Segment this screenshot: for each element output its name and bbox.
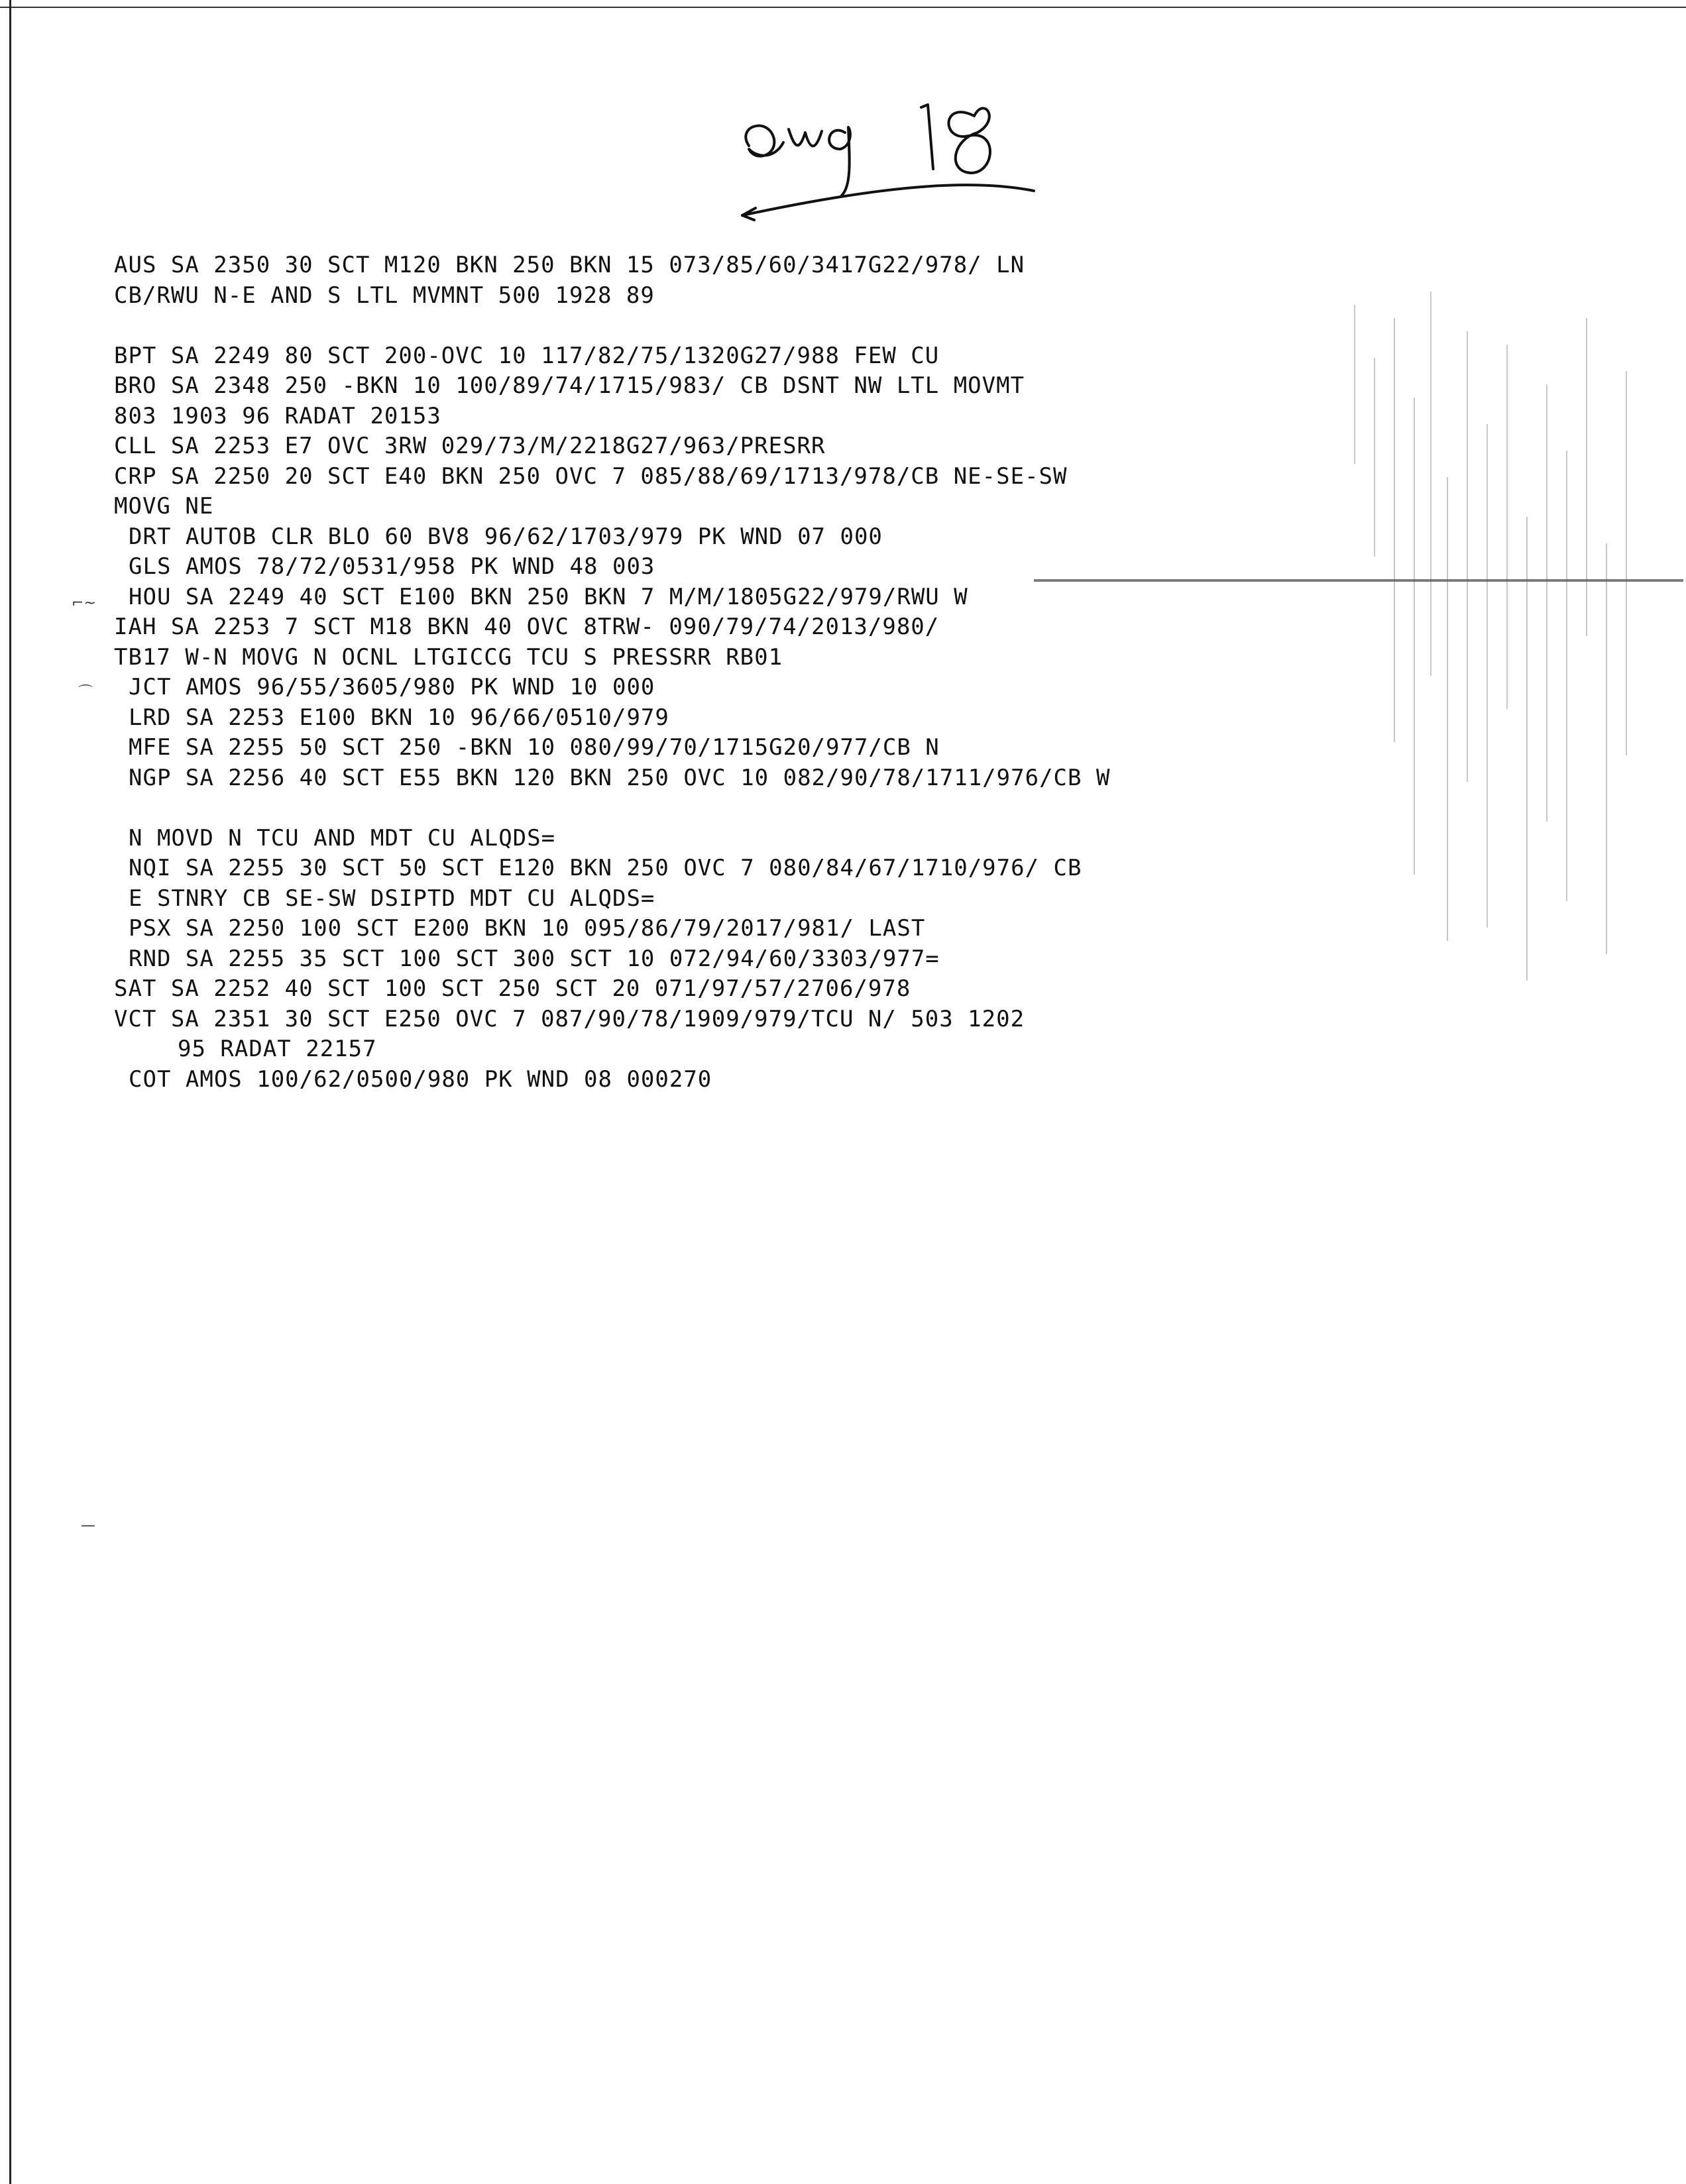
- report-line: MOVG NE: [114, 493, 214, 519]
- stray-mark: ⌐~: [72, 595, 96, 612]
- report-line: [114, 793, 1241, 824]
- report-line: RND SA 2255 35 SCT 100 SCT 300 SCT 10 072/94/60/3303/977=: [129, 945, 940, 972]
- report-line: PSX SA 2250 100 SCT E200 BKN 10 095/86/79/2017/981/ LAST: [129, 915, 926, 942]
- report-line: DRT AUTOB CLR BLO 60 BV8 96/62/1703/979 PK WND 07 000: [129, 523, 883, 550]
- report-line: GLS AMOS 78/72/0531/958 PK WND 48 003: [129, 553, 655, 580]
- report-line: [114, 311, 1241, 341]
- report-line: VCT SA 2351 30 SCT E250 OVC 7 087/90/78/1909/979/TCU N/ 503 1202: [114, 1005, 1025, 1032]
- report-line: MFE SA 2255 50 SCT 250 -BKN 10 080/99/70/1715G20/977/CB N: [129, 734, 940, 761]
- report-line: 95 RADAT 22157: [178, 1036, 377, 1062]
- report-line: CB/RWU N-E AND S LTL MVMNT 500 1928 89: [114, 282, 655, 309]
- scan-left-edge: [0, 0, 11, 2184]
- report-line: COT AMOS 100/62/0500/980 PK WND 08 000270: [129, 1065, 712, 1093]
- stray-mark: —: [81, 1517, 95, 1534]
- report-line: CRP SA 2250 20 SCT E40 BKN 250 OVC 7 085/88/69/1713/978/CB NE-SE-SW: [114, 463, 1068, 490]
- report-line: E STNRY CB SE-SW DSIPTD MDT CU ALQDS=: [129, 885, 655, 912]
- report-line: HOU SA 2249 40 SCT E100 BKN 250 BKN 7 M/M/1805G22/979/RWU W: [129, 583, 968, 610]
- report-line: BRO SA 2348 250 -BKN 10 100/89/74/1715/983/ CB DSNT NW LTL MOVMT: [114, 372, 1025, 399]
- report-line: CLL SA 2253 E7 OVC 3RW 029/73/M/2218G27/963/PRESRR: [114, 433, 826, 459]
- report-line: LRD SA 2253 E100 BKN 10 96/66/0510/979: [129, 704, 669, 731]
- stray-mark: ⌒: [78, 684, 93, 701]
- report-line: IAH SA 2253 7 SCT M18 BKN 40 OVC 8TRW- 090/79/74/2013/980/: [114, 614, 940, 640]
- report-line: SAT SA 2252 40 SCT 100 SCT 250 SCT 20 071/97/57/2706/978: [114, 975, 911, 1002]
- handwritten-note: [722, 80, 1040, 245]
- report-line: N MOVD N TCU AND MDT CU ALQDS=: [129, 824, 556, 851]
- report-line: 803 1903 96 RADAT 20153: [114, 402, 441, 429]
- report-line: BPT SA 2249 80 SCT 200-OVC 10 117/82/75/1320G27/988 FEW CU: [114, 342, 940, 369]
- report-line: JCT AMOS 96/55/3605/980 PK WND 10 000: [129, 674, 655, 700]
- report-line: AUS SA 2350 30 SCT M120 BKN 250 BKN 15 073/85/60/3417G22/978/ LN: [114, 252, 1025, 278]
- scan-noise-artifact: [1315, 278, 1686, 1007]
- weather-report-text: [114, 250, 1241, 1095]
- scan-top-edge: [0, 0, 1686, 8]
- report-line: NQI SA 2255 30 SCT 50 SCT E120 BKN 250 OVC 7 080/84/67/1710/976/ CB: [129, 855, 1082, 881]
- report-line: NGP SA 2256 40 SCT E55 BKN 120 BKN 250 OVC 10 082/90/78/1711/976/CB W: [129, 764, 1111, 791]
- report-line: TB17 W-N MOVG N OCNL LTGICCG TCU S PRESSRR RB01: [114, 643, 783, 671]
